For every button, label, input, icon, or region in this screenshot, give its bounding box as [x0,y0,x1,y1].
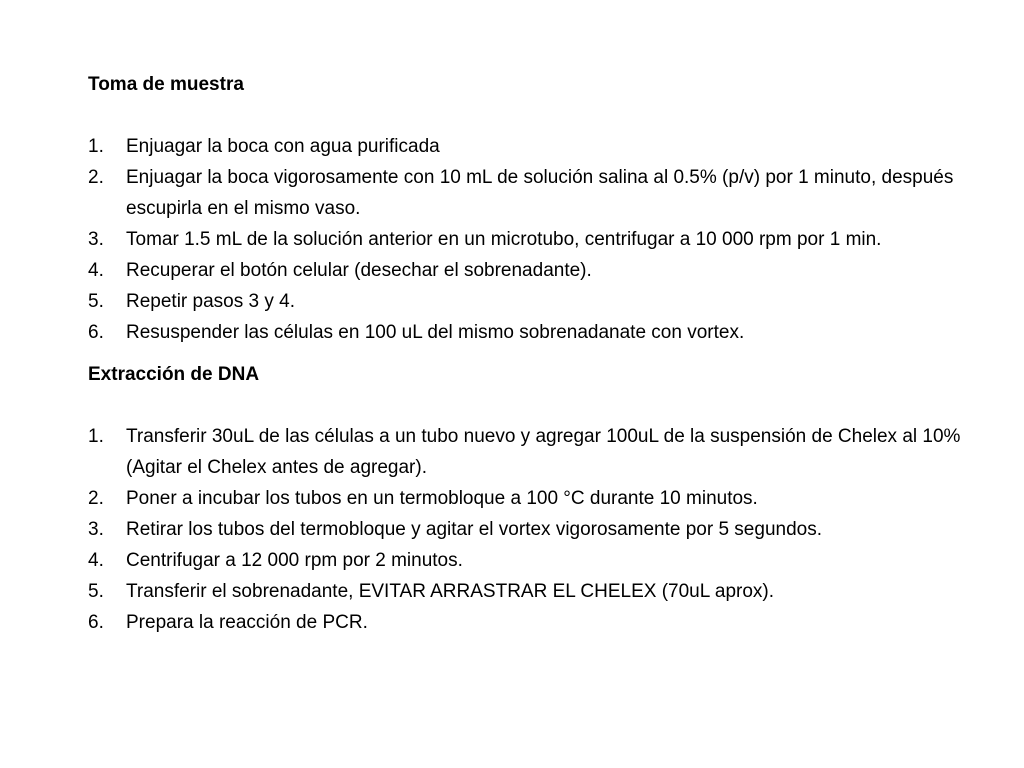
list-item [88,421,978,483]
list-item [88,131,978,162]
step-number: 6. [88,322,104,343]
step-number: 3. [88,519,104,540]
list-item [88,162,978,224]
step-text: Poner a incubar los tubos en un termobloque a 100 °C durante 10 minutos. [126,488,758,509]
list-item [88,483,978,514]
list-item [88,607,978,638]
step-number: 4. [88,550,104,571]
step-number: 2. [88,167,104,188]
step-text: Enjuagar la boca con agua purificada [126,136,440,157]
step-number: 5. [88,581,104,602]
list-item [88,545,978,576]
list-item [88,255,978,286]
step-number: 6. [88,612,104,633]
toma-de-muestra-steps [88,131,978,348]
step-text: Centrifugar a 12 000 rpm por 2 minutos. [126,550,463,571]
list-item [88,317,978,348]
step-text: Enjuagar la boca vigorosamente con 10 mL de solución salina al 0.5% (p/v) por 1 minuto, después escupirla en el mismo vaso. [126,167,954,219]
step-number: 5. [88,291,104,312]
list-item [88,286,978,317]
section-title-toma-de-muestra: Toma de muestra [88,74,244,95]
step-text: Transferir 30uL de las células a un tubo nuevo y agregar 100uL de la suspensión de Chelex al 10% (Agitar el Chelex antes de agregar). [126,426,961,478]
step-text: Tomar 1.5 mL de la solución anterior en un microtubo, centrifugar a 10 000 rpm por 1 min. [126,229,882,250]
step-text: Resuspender las células en 100 uL del mismo sobrenadanate con vortex. [126,322,745,343]
list-item [88,224,978,255]
step-text: Repetir pasos 3 y 4. [126,291,295,312]
step-number: 2. [88,488,104,509]
extraccion-de-dna-steps [88,421,978,638]
step-text: Prepara la reacción de PCR. [126,612,368,633]
step-text: Recuperar el botón celular (desechar el sobrenadante). [126,260,592,281]
section-title-extraccion-de-dna: Extracción de DNA [88,364,260,385]
step-text: Retirar los tubos del termobloque y agitar el vortex vigorosamente por 5 segundos. [126,519,822,540]
step-number: 4. [88,260,104,281]
slide-content [88,70,978,638]
step-number: 3. [88,229,104,250]
step-number: 1. [88,136,104,157]
step-number: 1. [88,426,104,447]
list-item [88,514,978,545]
list-item [88,576,978,607]
step-text: Transferir el sobrenadante, EVITAR ARRASTRAR EL CHELEX (70uL aprox). [126,581,775,602]
